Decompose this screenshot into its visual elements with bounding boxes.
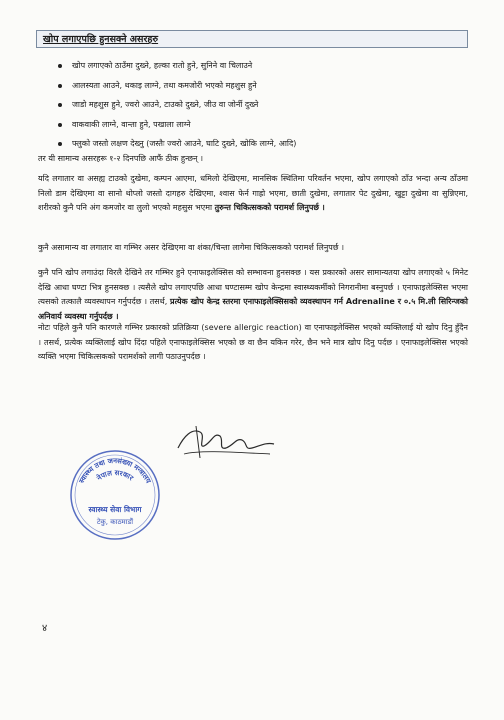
anaphylaxis-paragraph (38, 266, 468, 324)
svg-text:स्वास्थ्य सेवा विभाग: स्वास्थ्य सेवा विभाग (88, 505, 142, 514)
paragraph-bold-text: तुरुन्त चिकित्सकको परामर्श लिनुपर्छ । (214, 203, 325, 212)
list-item: जाडो महशुस हुने, ज्वरो आउने, टाउको दुख्ने, जीउ वा जोर्नी दुख्ने (58, 95, 468, 115)
list-item: खोप लगाएको ठाउँमा दुख्ने, हल्का रातो हुने, सुनिने वा चिलाउने (58, 56, 468, 76)
paragraph-text: कुनै पनि खोप लगाउंदा विरलै देखिने तर गम्भिर हुने एनाफाइलेक्सिस को सम्भावना हुनसक्छ । यस प्रकारको असर सामान्यतया खोप लगाएको ५ मिनेट देखि आधा घण्टा भित्र हुनसक्छ । त्यसैले खोप लगाएपछि आधा घण्टासम्म खोप केन्द्रमा स्वास्थ्यकर्मीको निगरानीमा बस्नुपर्छ । एनाफाइलेक्सिस भएमा त्यसको तत्कालै व्यवस्थापन गर्नुपर्दछ । तसर्थ, (38, 268, 468, 306)
bullet-dot-icon (58, 64, 62, 68)
side-effects-list (58, 56, 468, 154)
bullet-dot-icon (58, 84, 62, 88)
official-seal (68, 448, 162, 542)
signature-icon (170, 418, 290, 468)
consult-paragraph: कुनै असामान्य वा लगातार वा गम्भिर असर देखिएमा वा शंका/चिन्ता लागेमा चिकित्सकको परामर्श लिनुपर्छ । (38, 243, 345, 252)
serious-symptoms-paragraph (38, 172, 468, 216)
intro-text: तर यी सामान्य असरहरू १-२ दिनपछि आफैं ठीक हुन्छन् । (38, 154, 204, 163)
paragraph-text: यदि लगातार वा असह्य टाउको दुखेमा, कम्पन आएमा, धमिलो देखिएमा, मानसिक स्थितिमा परिवर्तन भएमा, खोप लगाएको ठाँउ भन्दा अन्य ठाँउमा निलो डाम देखिएमा वा सानो थोप्लो जस्तो दागहरु देखिएमा, श्वास फेर्न गाह्रो भएमा, छाती दुखेमा, लगातार पेट दुखेमा, खुट्टा दुखेमा वा सुन्निएमा, शरीरको कुनै पनि अंग कमजोर वा लुलो भएको महसुस भएमा (38, 174, 468, 212)
list-item: आलस्यता आउने, थकाइ लाग्ने, तथा कमजोरी भएको महशुस हुने (58, 76, 468, 96)
list-item: वाकवाकी लाग्ने, वान्ता हुने, पखाला लाग्ने (58, 115, 468, 135)
section-heading: खोप लगाएपछि हुनसक्ने असरहरु (36, 30, 468, 48)
svg-text:स्वास्थ्य तथा जनसंख्या मन्त्रा: स्वास्थ्य तथा जनसंख्या मन्त्रालय (77, 456, 153, 485)
list-item: फ्लुको जस्तो लक्षण देख्नु (जस्तैः ज्वरो आउने, घाटि दुख्ने, खोकि लाग्ने, आदि) (58, 134, 468, 154)
note-paragraph: नोटः पहिले कुनै पनि कारणले गम्भिर प्रकारको प्रतिक्रिया (severe allergic reaction) वा एनाफाइलेक्सिस भएको व्यक्तिलाई यो खोप दिनु हुँदैन । तसर्थ, प्रत्येक व्यक्तिलाई खोप दिंदा पहिले एनाफाइलेक्सिस भएको छ वा छैन यकिन गरेर, छैन भने मात्र खोप दिनु पर्दछ । एनाफाइलेक्सिस भएको व्यक्ति भएमा चिकित्सकको परामर्शको लागी पठाउनुपर्दछ । (38, 323, 468, 361)
bullet-dot-icon (58, 142, 62, 146)
svg-text:नेपाल सरकार: नेपाल सरकार (95, 468, 135, 483)
paragraph-bold-text: प्रत्येक खोप केन्द्र स्तरमा एनाफाइलेक्सिसको व्यवस्थापन गर्न Adrenaline र ०.५ मि.ली सिरिन्जको अनिवार्य व्यवस्था गर्नुपर्दछ । (38, 297, 468, 321)
svg-text:टेकु, काठमाडौं: टेकु, काठमाडौं (96, 518, 134, 526)
bullet-dot-icon (58, 123, 62, 127)
bullet-dot-icon (58, 103, 62, 107)
page-number: ४ (42, 623, 48, 634)
